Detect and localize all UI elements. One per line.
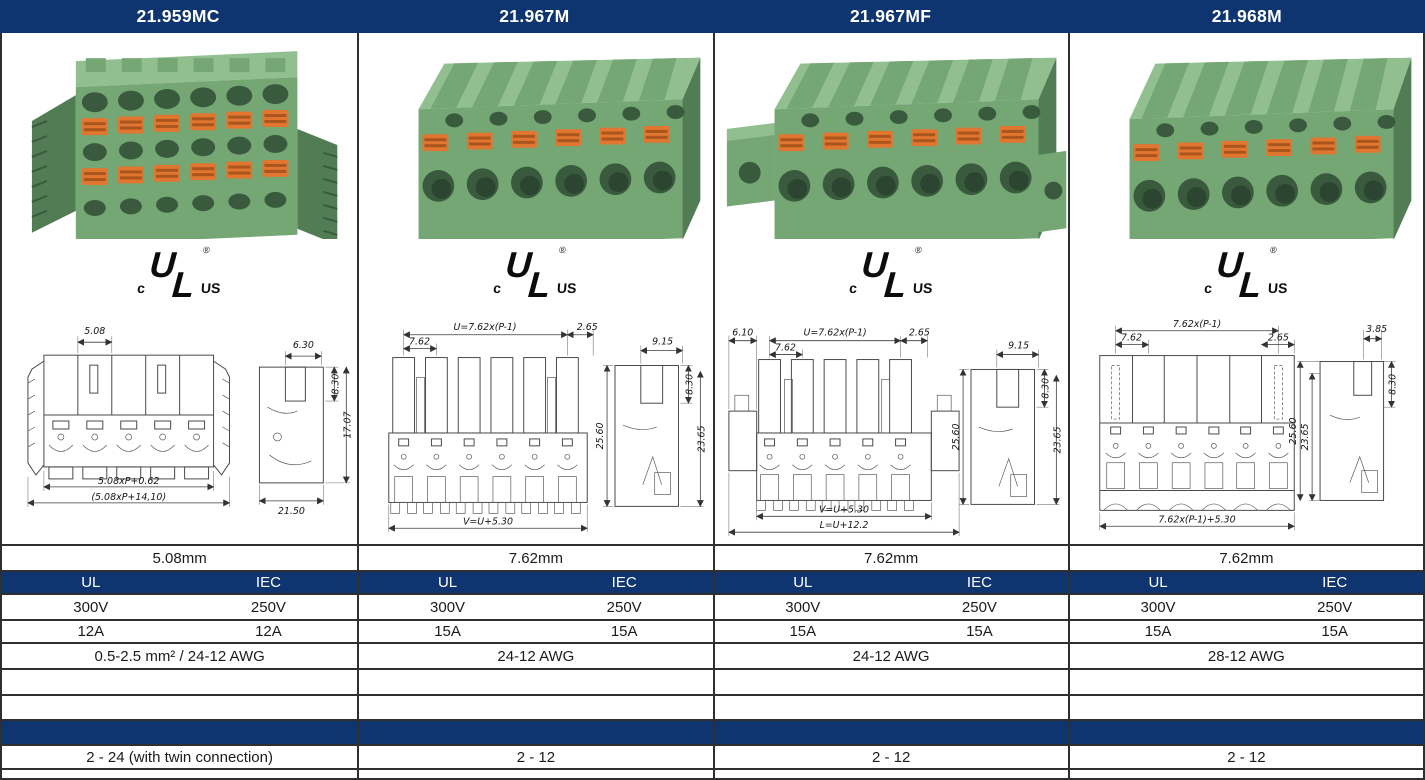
svg-text:7.62: 7.62 — [774, 342, 796, 354]
standards-header — [2, 572, 357, 593]
drawing-zone — [359, 315, 712, 544]
ul-label: UL — [81, 574, 101, 591]
svg-text:5.08xP+0.62: 5.08xP+0.62 — [98, 475, 160, 487]
voltage-values: 300V 250V — [713, 595, 1068, 619]
poles-row — [2, 744, 1423, 768]
cert-c: c — [136, 280, 146, 296]
technical-drawing-icon — [1070, 315, 1423, 544]
svg-text:9.15: 9.15 — [652, 336, 674, 348]
voltage-values: 300V 250V — [1068, 595, 1423, 619]
cert-zone — [715, 239, 1068, 315]
product-photo-icon — [715, 33, 1068, 239]
svg-text:2.65: 2.65 — [908, 327, 930, 339]
iec-label: IEC — [966, 574, 992, 591]
svg-text:3.85: 3.85 — [1365, 323, 1387, 335]
svg-text:(5.08xP+14,10): (5.08xP+14,10) — [91, 491, 167, 503]
svg-text:8.30: 8.30 — [684, 373, 696, 395]
product-column-21967m — [357, 33, 712, 544]
standards-header — [1068, 572, 1423, 593]
svg-text:L=U+12.2: L=U+12.2 — [819, 520, 868, 532]
photo-zone — [2, 33, 357, 239]
pitch-value: 7.62mm — [713, 546, 1068, 570]
current-values: 15A 15A — [357, 621, 712, 642]
product-code-21967mf: 21.967MF — [850, 6, 932, 26]
svg-text:9.15: 9.15 — [1007, 340, 1029, 352]
empty-row — [2, 768, 1423, 778]
wire-gauge-value: 24-12 AWG — [357, 644, 712, 668]
current-row — [2, 619, 1423, 642]
empty-row — [2, 694, 1423, 719]
svg-text:23.65: 23.65 — [1051, 426, 1063, 454]
photo-zone — [359, 33, 712, 239]
svg-text:6.30: 6.30 — [292, 340, 314, 352]
product-showcase-row — [2, 33, 1423, 544]
product-photo-icon — [1070, 33, 1423, 239]
cert-ul: U L ® — [148, 244, 211, 305]
poles-value: 2 - 12 — [357, 746, 712, 768]
cul-us-certification-icon: c U L ® US — [1203, 244, 1288, 305]
product-column-21959mc — [2, 33, 357, 544]
svg-text:5.08: 5.08 — [84, 326, 106, 338]
cert-us: US — [200, 280, 222, 296]
svg-text:U=7.62x(P-1): U=7.62x(P-1) — [453, 321, 517, 333]
poles-value: 2 - 12 — [1068, 746, 1423, 768]
photo-zone — [715, 33, 1068, 239]
product-photo-icon — [359, 33, 712, 239]
svg-text:7.62x(P-1)+5.30: 7.62x(P-1)+5.30 — [1158, 514, 1236, 526]
svg-text:V=U+5.30: V=U+5.30 — [463, 516, 514, 528]
svg-text:17.07: 17.07 — [342, 411, 354, 439]
current-values: 12A 12A — [77, 623, 282, 640]
cert-zone — [1070, 239, 1423, 315]
current-values: 15A 15A — [1068, 621, 1423, 642]
product-code-21967m: 21.967M — [499, 6, 570, 26]
cul-us-certification-icon: c U L ® US — [492, 244, 578, 305]
iec-label: IEC — [255, 574, 281, 591]
svg-text:23.65: 23.65 — [1299, 423, 1311, 451]
empty-row — [2, 668, 1423, 694]
drawing-zone — [715, 315, 1068, 544]
product-code-header-row — [0, 0, 1425, 33]
iec-label: IEC — [1322, 574, 1348, 591]
cert-zone — [2, 239, 357, 315]
pitch-row — [2, 544, 1423, 570]
drawing-zone — [2, 315, 357, 544]
product-column-21967mf — [713, 33, 1068, 544]
poles-value: 2 - 12 — [713, 746, 1068, 768]
wire-gauge-value: 28-12 AWG — [1068, 644, 1423, 668]
svg-text:6.10: 6.10 — [731, 327, 753, 339]
ul-label: UL — [437, 574, 458, 591]
technical-drawing-icon — [2, 315, 357, 544]
section-separator-row — [2, 719, 1423, 744]
standards-header-row — [2, 570, 1423, 593]
technical-drawing-icon — [359, 315, 712, 544]
current-values: 15A 15A — [713, 621, 1068, 642]
photo-zone — [1070, 33, 1423, 239]
cert-zone — [359, 239, 712, 315]
wire-gauge-value: 24-12 AWG — [713, 644, 1068, 668]
poles-value: 2 - 24 (with twin connection) — [86, 748, 273, 766]
svg-text:2.65: 2.65 — [576, 321, 598, 333]
pitch-value: 7.62mm — [1068, 546, 1423, 570]
svg-text:25.60: 25.60 — [950, 423, 962, 451]
svg-text:V=U+5.30: V=U+5.30 — [818, 504, 869, 516]
svg-text:8.30: 8.30 — [1387, 373, 1399, 395]
svg-text:25.60: 25.60 — [1287, 417, 1299, 445]
iec-label: IEC — [611, 574, 637, 591]
svg-text:25.60: 25.60 — [595, 422, 607, 450]
product-code-21968m: 21.968M — [1211, 6, 1282, 26]
svg-text:8.30: 8.30 — [1039, 377, 1051, 399]
cul-us-certification-icon — [136, 244, 223, 305]
voltage-values: 300V 250V — [357, 595, 712, 619]
ul-label: UL — [793, 574, 813, 591]
voltage-row — [2, 593, 1423, 619]
pitch-value: 7.62mm — [357, 546, 712, 570]
svg-text:2.65: 2.65 — [1267, 332, 1289, 344]
svg-text:7.62: 7.62 — [1120, 332, 1142, 344]
ul-label: UL — [1148, 574, 1168, 591]
technical-drawing-icon — [715, 315, 1068, 544]
pitch-value: 5.08mm — [152, 549, 207, 567]
product-column-21968m — [1068, 33, 1423, 544]
svg-text:7.62: 7.62 — [409, 336, 431, 348]
svg-text:7.62x(P-1): 7.62x(P-1) — [1172, 318, 1221, 330]
standards-header — [713, 572, 1068, 593]
svg-text:U=7.62x(P-1): U=7.62x(P-1) — [802, 327, 867, 339]
product-photo-icon — [2, 33, 357, 239]
product-code-21959mc: 21.959MC — [136, 6, 220, 26]
svg-text:23.65: 23.65 — [696, 425, 708, 453]
cul-us-certification-icon: c U L ® US — [848, 244, 933, 305]
svg-text:8.30: 8.30 — [330, 373, 342, 395]
wire-gauge-row — [2, 642, 1423, 668]
svg-text:21.50: 21.50 — [277, 505, 305, 517]
spec-table — [0, 33, 1425, 780]
drawing-zone — [1070, 315, 1423, 544]
wire-gauge-value: 0.5-2.5 mm² / 24-12 AWG — [94, 647, 265, 665]
voltage-values: 300V 250V — [73, 598, 286, 616]
standards-header — [357, 572, 712, 593]
